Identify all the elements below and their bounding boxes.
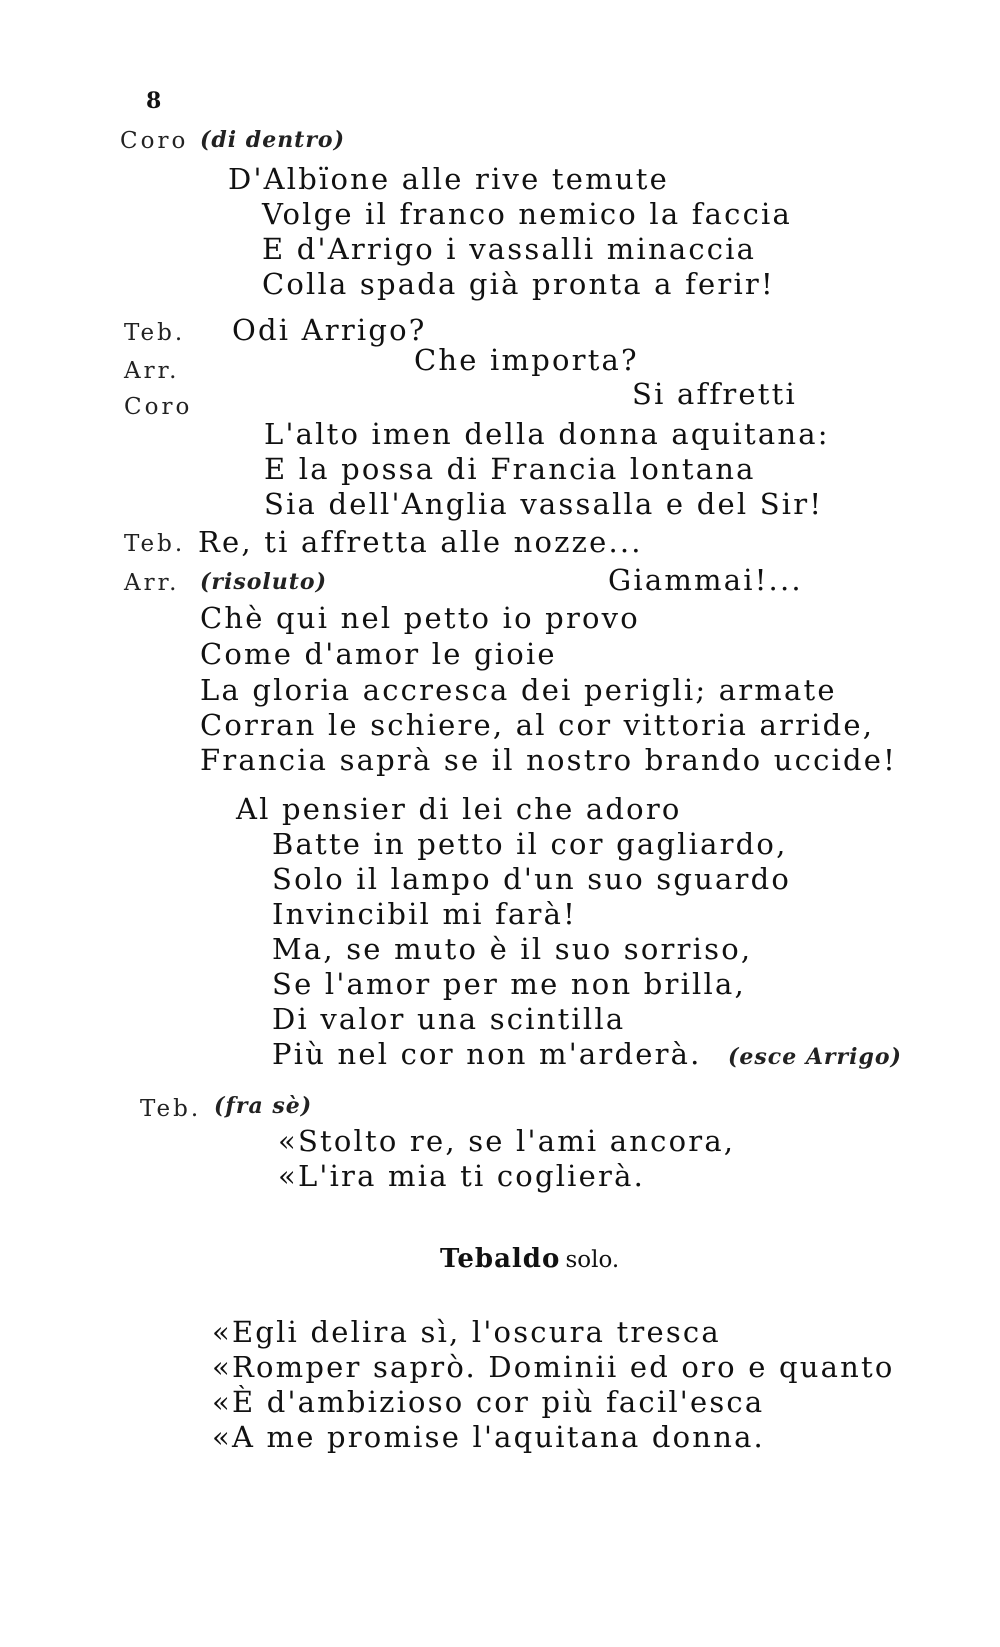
verse-line: Odi Arrigo? (232, 313, 427, 347)
verse-line: E la possa di Francia lontana (264, 452, 756, 486)
verse-line: Corran le schiere, al cor vittoria arride, (200, 708, 875, 742)
speaker-label: Coro (120, 128, 189, 154)
speaker-label: Teb. (140, 1096, 202, 1122)
verse-line: Chè qui nel petto io provo (200, 601, 640, 635)
verse-line: Sia dell'Anglia vassalla e del Sir! (264, 487, 824, 521)
verse-line: Di valor una scintilla (272, 1002, 626, 1036)
verse-line: Colla spada già pronta a ferir! (262, 267, 775, 301)
verse-line: Invincibil mi farà! (272, 897, 577, 931)
verse-line: Che importa? (414, 343, 639, 377)
verse-line: Volge il franco nemico la faccia (262, 197, 792, 231)
verse-line: Giammai!... (608, 563, 803, 597)
verse-line: Batte in petto il cor gagliardo, (272, 827, 788, 861)
verse-line: Francia saprà se il nostro brando uccide! (200, 743, 897, 777)
verse-line: Come d'amor le gioie (200, 637, 557, 671)
verse-line: Re, ti affretta alle nozze... (198, 525, 643, 559)
verse-line: L'alto imen della donna aquitana: (264, 417, 830, 451)
verse-line: «Romper saprò. Dominii ed oro e quanto (212, 1350, 895, 1384)
verse-line: Solo il lampo d'un suo sguardo (272, 862, 791, 896)
verse-line: «A me promise l'aquitana donna. (212, 1420, 765, 1454)
verse-line: «Egli delira sì, l'oscura tresca (212, 1315, 721, 1349)
verse-line: Al pensier di lei che adoro (236, 792, 682, 826)
scene-heading-suffix: solo. (565, 1247, 620, 1273)
verse-line: La gloria accresca dei perigli; armate (200, 673, 837, 707)
verse-line: Ma, se muto è il suo sorriso, (272, 932, 753, 966)
scene-heading-name: Tebaldo (440, 1244, 561, 1274)
speaker-label: Arr. (124, 570, 180, 596)
verse-line: E d'Arrigo i vassalli minaccia (262, 232, 757, 266)
verse-line: Più nel cor non m'arderà. (272, 1037, 702, 1071)
page-number: 8 (146, 88, 162, 114)
verse-line: «Stolto re, se l'ami ancora, (278, 1124, 736, 1158)
speaker-label: Teb. (124, 531, 186, 557)
verse-line: «L'ira mia ti coglierà. (278, 1159, 645, 1193)
verse-line: Se l'amor per me non brilla, (272, 967, 746, 1001)
scene-heading (440, 1246, 619, 1272)
stage-direction: (di dentro) (200, 127, 346, 153)
speaker-label: Arr. (124, 358, 180, 384)
verse-line: Si affretti (632, 377, 797, 411)
verse-line: D'Albïone alle rive temute (228, 162, 669, 196)
verse-line: «È d'ambizioso cor più facil'esca (212, 1385, 765, 1419)
speaker-label: Coro (124, 394, 193, 420)
stage-direction: (fra sè) (214, 1093, 313, 1119)
speaker-label: Teb. (124, 320, 186, 346)
stage-direction: (esce Arrigo) (728, 1044, 902, 1070)
stage-direction: (risoluto) (200, 569, 328, 595)
